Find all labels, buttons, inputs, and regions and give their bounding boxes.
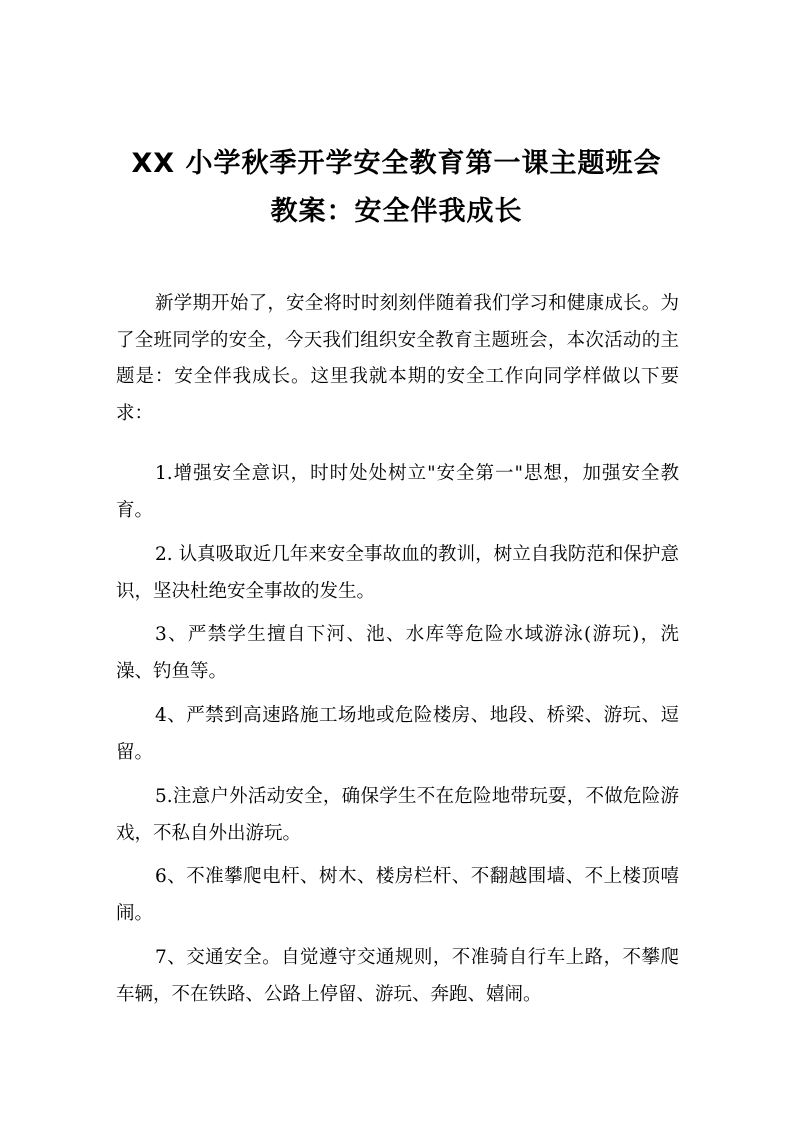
document-title-line-1: XX 小学秋季开学安全教育第一课主题班会 <box>131 148 662 179</box>
requirement-2-paragraph: 2. 认真吸取近几年来安全事故血的教训，树立自我防范和保护意识，坚决杜绝安全事故的发生。 <box>116 544 679 602</box>
requirement-7-paragraph: 7、交通安全。自觉遵守交通规则，不准骑自行车上路，不攀爬车辆，不在铁路、公路上停留、游玩、奔跑、嬉闹。 <box>116 947 679 1005</box>
requirement-5-paragraph: 5.注意户外活动安全，确保学生不在危险地带玩耍，不做危险游戏，不私自外出游玩。 <box>116 786 679 844</box>
requirement-4-paragraph: 4、严禁到高速路施工场地或危险楼房、地段、桥梁、游玩、逗留。 <box>116 705 679 763</box>
intro-paragraph: 新学期开始了，安全将时时刻刻伴随着我们学习和健康成长。为了全班同学的安全，今天我们组织安全教育主题班会，本次活动的主题是：安全伴我成长。这里我就本期的安全工作向同学样做以下要求： <box>116 293 679 424</box>
requirement-3-paragraph: 3、严禁学生擅自下河、池、水库等危险水域游泳(游玩)，洗澡、钓鱼等。 <box>116 624 679 682</box>
document-title-line-2: 教案：安全伴我成长 <box>270 196 523 227</box>
requirement-1-paragraph: 1.增强安全意识，时时处处树立"安全第一"思想，加强安全教育。 <box>116 463 679 521</box>
requirement-6-paragraph: 6、不准攀爬电杆、树木、楼房栏杆、不翻越围墙、不上楼顶嘻闹。 <box>116 866 679 924</box>
